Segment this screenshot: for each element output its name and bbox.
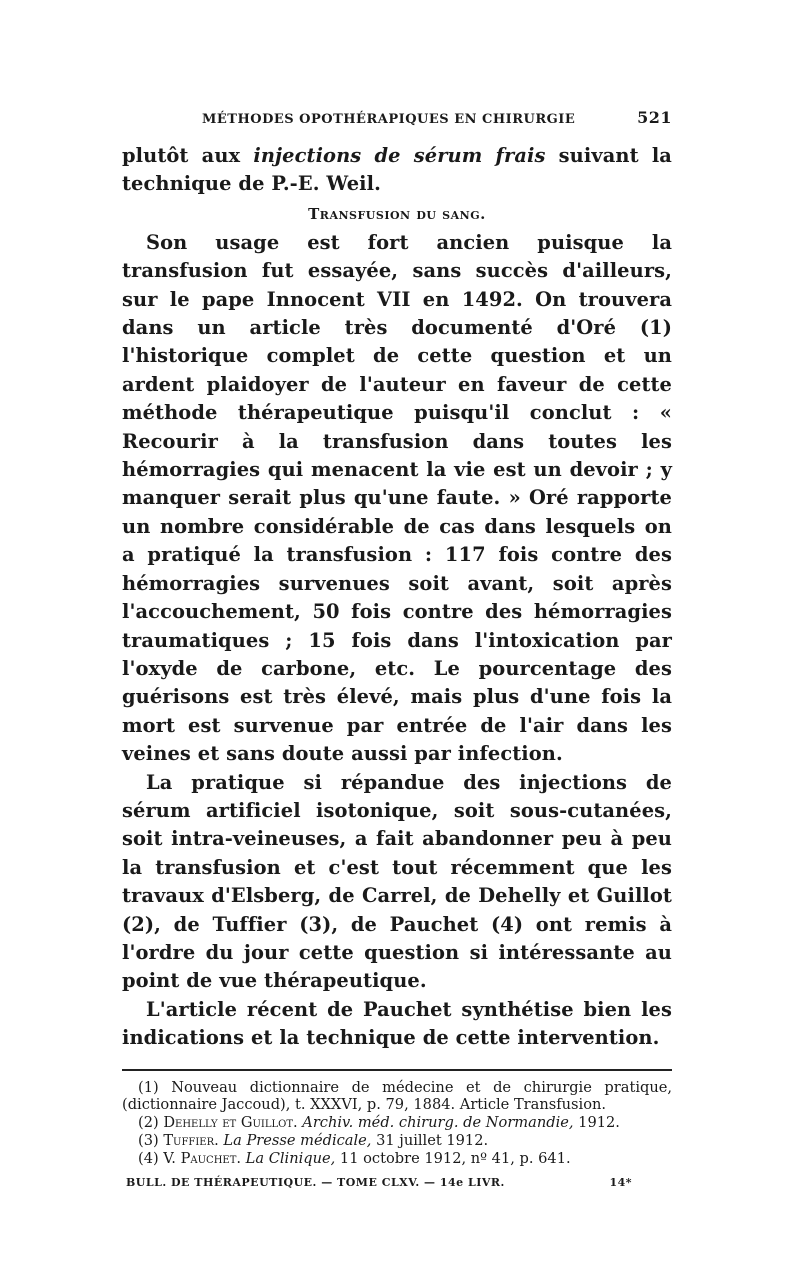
- paragraph: Son usage est fort ancien puisque la transfusion fut essayée, sans succès d'ailleurs, sur le pape Innocent VII en 1492. On trouvera dans un article très documenté d'Oré (1) l'historique complet de cette question et un ardent plaidoyer de l'auteur en faveur de cette méthode thérapeutique puisqu'il conclut : « Recourir à la transfusion dans toutes les hémorragies qui menacent la vie est un devoir ; y manquer serait plus qu'une faute. » Oré rapporte un nombre considérable de cas dans lesquels on a pratiqué la transfusion : 117 fois contre des hémorragies survenues soit avant, soit après l'accouchement, 50 fois contre des hémorragies traumatiques ; 15 fois dans l'intoxication par l'oxyde de carbone, etc. Le pourcentage des guérisons est très élevé, mais plus d'une fois la mort est survenue par entrée de l'air dans les veines et sans doute aussi par infection.: [122, 230, 672, 766]
- footnote-divider: [122, 1069, 672, 1071]
- text-span: (4) V.: [138, 1149, 181, 1167]
- journal-title: La Presse médicale,: [218, 1131, 372, 1149]
- main-text: [122, 142, 672, 1053]
- text-span: (3): [138, 1131, 164, 1149]
- footnote-2: [122, 1114, 672, 1132]
- paragraph: La pratique si répandue des injections de sérum artificiel isotonique, soit sous-cutanées, soit intra-veineuses, a fait abandonner peu à peu la transfusion et c'est tout récemment que les travaux d'Elsberg, de Carrel, de Dehelly et Guillot (2), de Tuffier (3), de Pauchet (4) ont remis à l'ordre du jour cette question si intéressante au point de vue thérapeutique.: [122, 770, 672, 993]
- paragraph-continuation: [122, 142, 672, 199]
- footnote-4: [122, 1150, 672, 1168]
- paragraph: L'article récent de Pauchet synthétise bien les indications et la technique de cette intervention.: [122, 997, 672, 1050]
- text-span: suivant la technique de P.-E. Weil.: [122, 144, 672, 196]
- running-header: [122, 108, 672, 142]
- running-title: MÉTHODES OPOTHÉRAPIQUES EN CHIRURGIE: [202, 112, 576, 127]
- journal-title: Archiv. méd. chirurg. de Normandie,: [297, 1114, 574, 1132]
- text-span: 31 juillet 1912.: [371, 1131, 489, 1149]
- italic-span: injections de sérum frais: [253, 144, 546, 167]
- footer-publication: BULL. DE THÉRAPEUTIQUE. — TOME CLXV. — 14e LIVR.: [126, 1175, 505, 1189]
- text-span: 11 octobre 1912, nº 41, p. 641.: [335, 1149, 571, 1167]
- text-span: (2): [138, 1114, 164, 1132]
- footnotes: [122, 1079, 672, 1168]
- document-page: [122, 108, 672, 1189]
- author-name: Pauchet.: [180, 1149, 242, 1167]
- footnote-1: (1) Nouveau dictionnaire de médecine et de chirurgie pratique, (dictionnaire Jaccoud), t. XXXVI, p. 79, 1884. Article Transfusion.: [122, 1078, 672, 1114]
- author-name: Tuffier.: [163, 1131, 219, 1149]
- footer-signature-mark: 14*: [609, 1175, 632, 1189]
- section-heading: Transfusion du sang.: [308, 204, 486, 223]
- signature-footer: [122, 1176, 672, 1189]
- text-span: 1912.: [573, 1114, 620, 1132]
- journal-title: La Clinique,: [241, 1149, 336, 1167]
- text-span: plutôt aux: [122, 144, 254, 167]
- author-name: Dehelly et Guillot.: [163, 1114, 298, 1132]
- page-number: 521: [637, 108, 672, 127]
- footnote-3: [122, 1132, 672, 1150]
